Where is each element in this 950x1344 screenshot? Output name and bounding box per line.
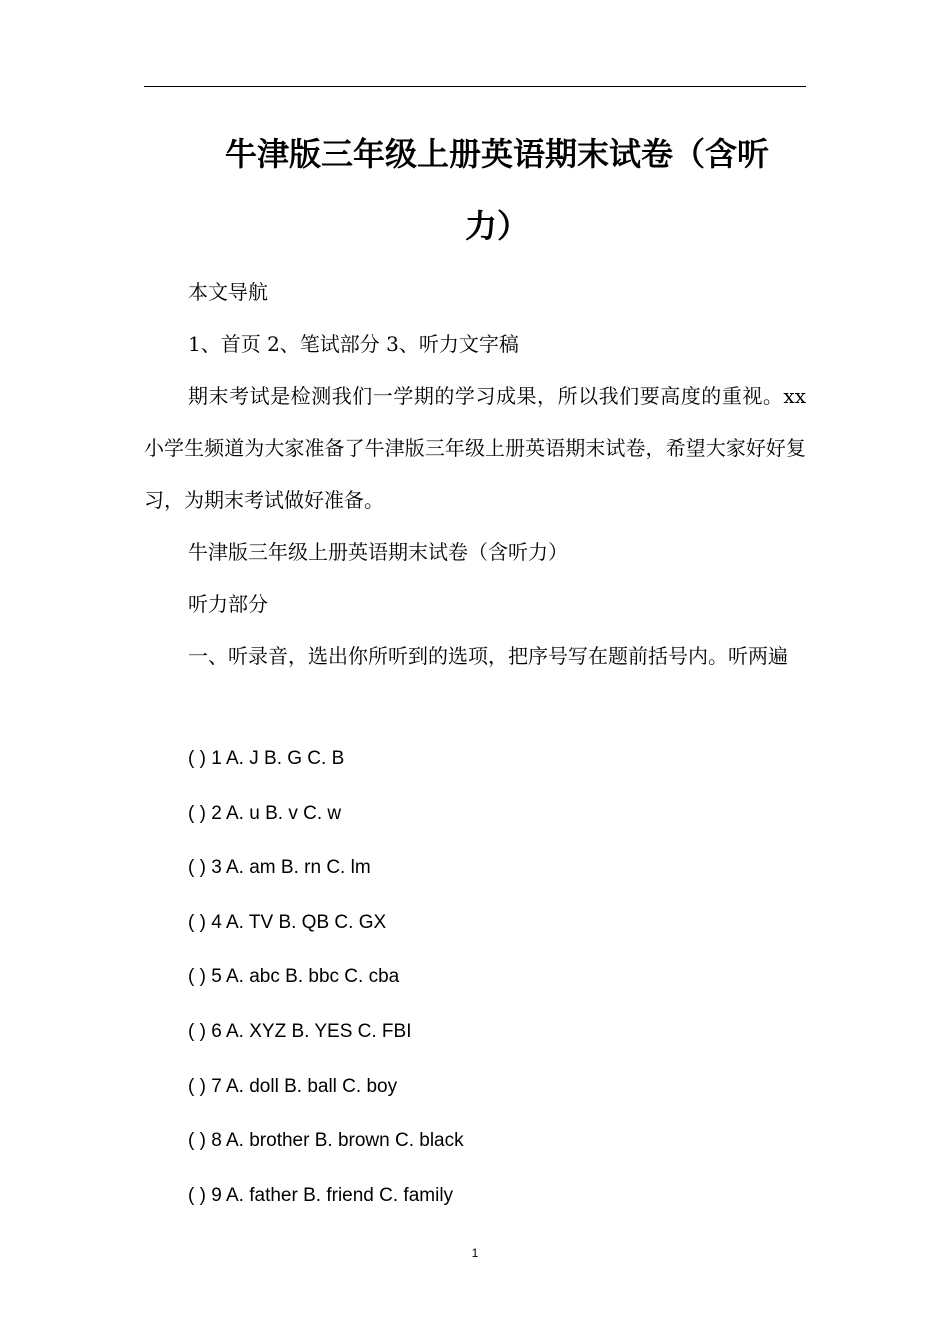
header-rule <box>144 86 806 87</box>
subtitle: 牛津版三年级上册英语期末试卷（含听力） <box>188 540 568 564</box>
intro-paragraph: 期末考试是检测我们一学期的学习成果，所以我们要高度的重视。xx 小学生频道为大家准备了牛津版三年级上册英语期末试卷，希望大家好好复习，为期末考试做好准备。 <box>144 384 806 512</box>
list-item: ( ) 9 A. father B. friend C. family <box>188 1184 454 1206</box>
list-item: ( ) 3 A. am B. rn C. lm <box>188 857 371 879</box>
title-line-2: 力） <box>464 207 529 245</box>
nav-heading: 本文导航 <box>188 280 268 304</box>
list-item: ( ) 7 A. doll B. ball C. boy <box>188 1075 398 1097</box>
list-item: ( ) 2 A. u B. v C. w <box>188 802 342 824</box>
list-item: ( ) 1 A. J B. G C. B <box>188 748 345 769</box>
list-item: ( ) 5 A. abc B. bbc C. cba <box>188 966 400 988</box>
title-line-1: 牛津版三年级上册英语期末试卷（含听 <box>224 135 769 173</box>
page-number: 1 <box>471 1246 479 1260</box>
list-item: ( ) 8 A. brother B. brown C. black <box>188 1130 464 1152</box>
nav-links: 1、首页 2、笔试部分 3、听力文字稿 <box>188 332 519 356</box>
question-list <box>144 732 806 1223</box>
document-title <box>144 118 806 262</box>
list-item: ( ) 4 A. TV B. QB C. GX <box>188 911 387 933</box>
document-body <box>144 266 806 682</box>
instruction: 一、听录音，选出你所听到的选项，把序号写在题前括号内。听两遍 <box>188 644 788 668</box>
section-heading: 听力部分 <box>188 592 268 616</box>
list-item: ( ) 6 A. XYZ B. YES C. FBI <box>188 1020 412 1042</box>
